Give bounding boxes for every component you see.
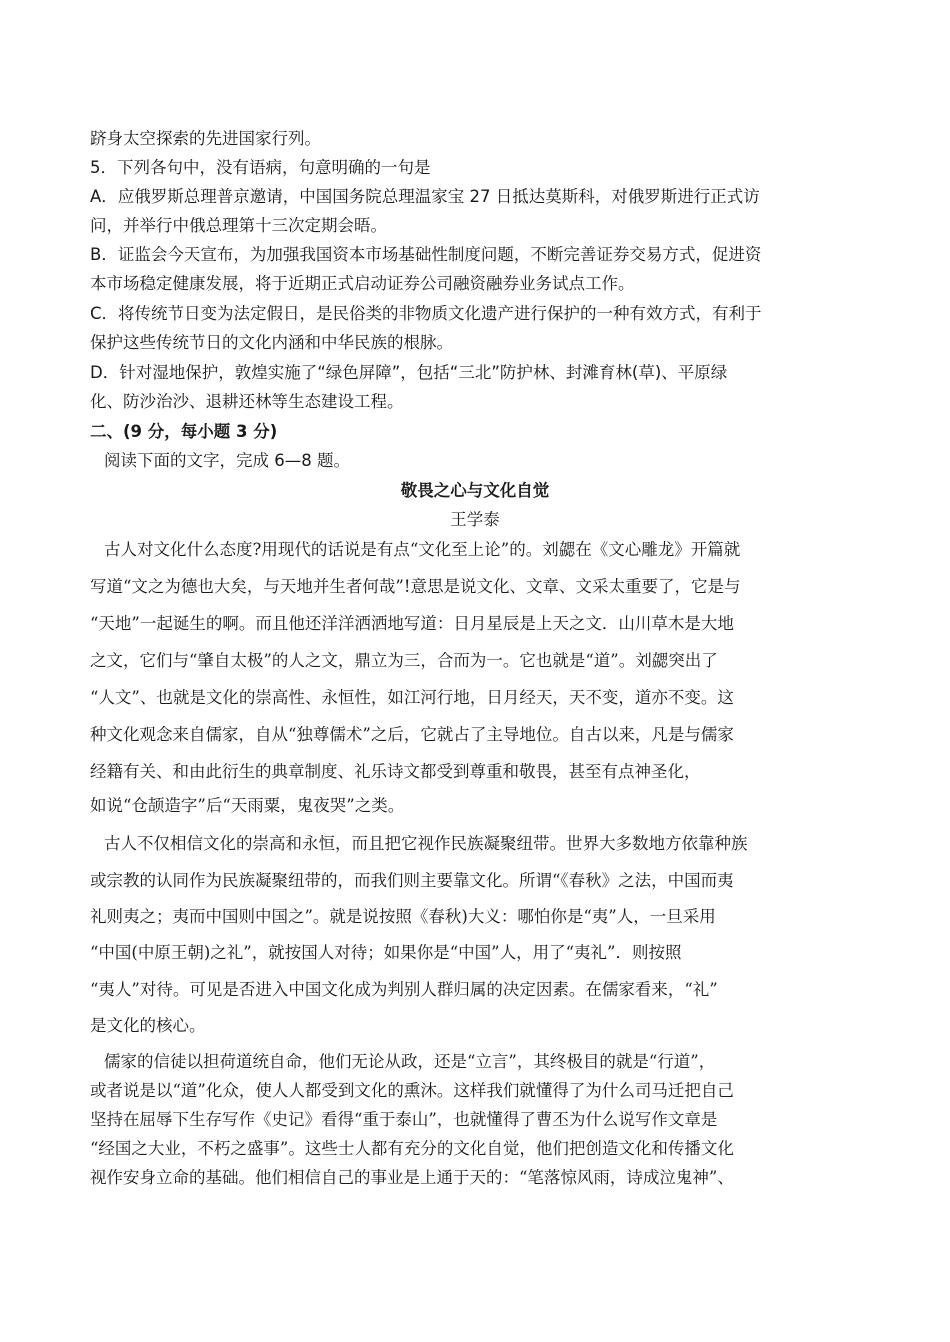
para2-line-6: 是文化的核心。: [90, 1016, 206, 1035]
para1-line-2: 写道“文之为德也大矣，与天地并生者何哉”!意思是说文化、文章、文采太重要了，它是与: [90, 577, 741, 596]
para1-line-3: “天地”一起诞生的啊。而且他还洋洋洒洒地写道：日月星辰是上天之文．山川草木是大地: [90, 614, 734, 633]
section-instruction: 阅读下面的文字，完成 6—8 题。: [104, 451, 350, 470]
article-author: 王学泰: [450, 510, 500, 529]
option-c-line-1: C．将传统节日变为法定假日，是民俗类的非物质文化遗产进行保护的一种有效方式，有利于: [90, 304, 762, 323]
para1-line-7: 经籍有关、和由此衍生的典章制度、礼乐诗文都受到尊重和敬畏，甚至有点神圣化，: [90, 762, 701, 781]
para1-line-8: 如说“仓颉造字”后“天雨粟，鬼夜哭”之类。: [90, 796, 405, 815]
option-c-line-2: 保护这些传统节日的文化内涵和中华民族的根脉。: [90, 333, 453, 352]
para2-line-5: “夷人”对待。可见是否进入中国文化成为判别人群归属的决定因素。在儒家看来，“礼”: [90, 980, 718, 999]
question4-tail: 跻身太空探索的先进国家行列。: [90, 129, 321, 148]
para3-line-3: 坚持在屈辱下生存写作《史记》看得“重于泰山”，也就懂得了曹丕为什么说写作文章是: [90, 1110, 718, 1129]
para1-line-1: 古人对文化什么态度?用现代的话说是有点“文化至上论”的。刘勰在《文心雕龙》开篇就: [104, 540, 741, 559]
para2-line-1: 古人不仅相信文化的崇高和永恒，而且把它视作民族凝聚纽带。世界大多数地方依靠种族: [104, 834, 748, 853]
question5-stem: 5．下列各句中，没有语病，句意明确的一句是: [90, 158, 431, 177]
option-a-line-1: A．应俄罗斯总理普京邀请，中国国务院总理温家宝 27 日抵达莫斯科，对俄罗斯进行正式访: [90, 187, 760, 206]
para3-line-1: 儒家的信徒以担荷道统自命，他们无论从政，还是“立言”，其终极目的就是“行道”，: [104, 1052, 716, 1071]
para1-line-4: 之文，它们与“肇自太极”的人之文，鼎立为三，合而为一。它也就是“道”。刘勰突出了: [90, 651, 718, 670]
para2-line-3: 礼则夷之；夷而中国则中国之”。就是说按照《春秋)大义：哪怕你是“夷”人，一旦采用: [90, 907, 716, 926]
para2-line-2: 或宗教的认同作为民族凝聚纽带的，而我们则主要靠文化。所谓“《春秋》之法，中国而夷: [90, 871, 734, 890]
para3-line-2: 或者说是以“道”化众，使人人都受到文化的熏沐。这样我们就懂得了为什么司马迁把自己: [90, 1081, 734, 1100]
option-a-line-2: 问，并举行中俄总理第十三次定期会晤。: [90, 216, 387, 235]
option-d-line-1: D．针对湿地保护，敦煌实施了“绿色屏障”，包括“三北”防护林、封滩育林(草)、平原绿: [90, 363, 728, 382]
option-b-line-1: B．证监会今天宣布，为加强我国资本市场基础性制度问题，不断完善证券交易方式，促进资: [90, 245, 762, 264]
option-d-line-2: 化、防沙治沙、退耕还林等生态建设工程。: [90, 392, 404, 411]
section-heading: 二、(9 分，每小题 3 分): [90, 422, 278, 441]
option-b-line-2: 本市场稳定健康发展，将于近期正式启动证券公司融资融券业务试点工作。: [90, 274, 635, 293]
para3-line-5: 视作安身立命的基础。他们相信自己的事业是上通于天的：“笔落惊风雨，诗成泣鬼神”、: [90, 1168, 734, 1187]
article-title: 敬畏之心与文化自觉: [400, 481, 550, 500]
para1-line-6: 种文化观念来自儒家，自从“独尊儒术”之后，它就占了主导地位。自古以来，凡是与儒家: [90, 725, 734, 744]
para3-line-4: “经国之大业，不朽之盛事”。这些士人都有充分的文化自觉，他们把创造文化和传播文化: [90, 1139, 734, 1158]
para2-line-4: “中国(中原王朝)之礼”，就按国人对待；如果你是“中国”人，用了“夷礼”．则按照: [90, 943, 682, 962]
para1-line-5: “人文”、也就是文化的崇高性、永恒性，如江河行地，日月经天，天不变，道亦不变。这: [90, 688, 734, 707]
